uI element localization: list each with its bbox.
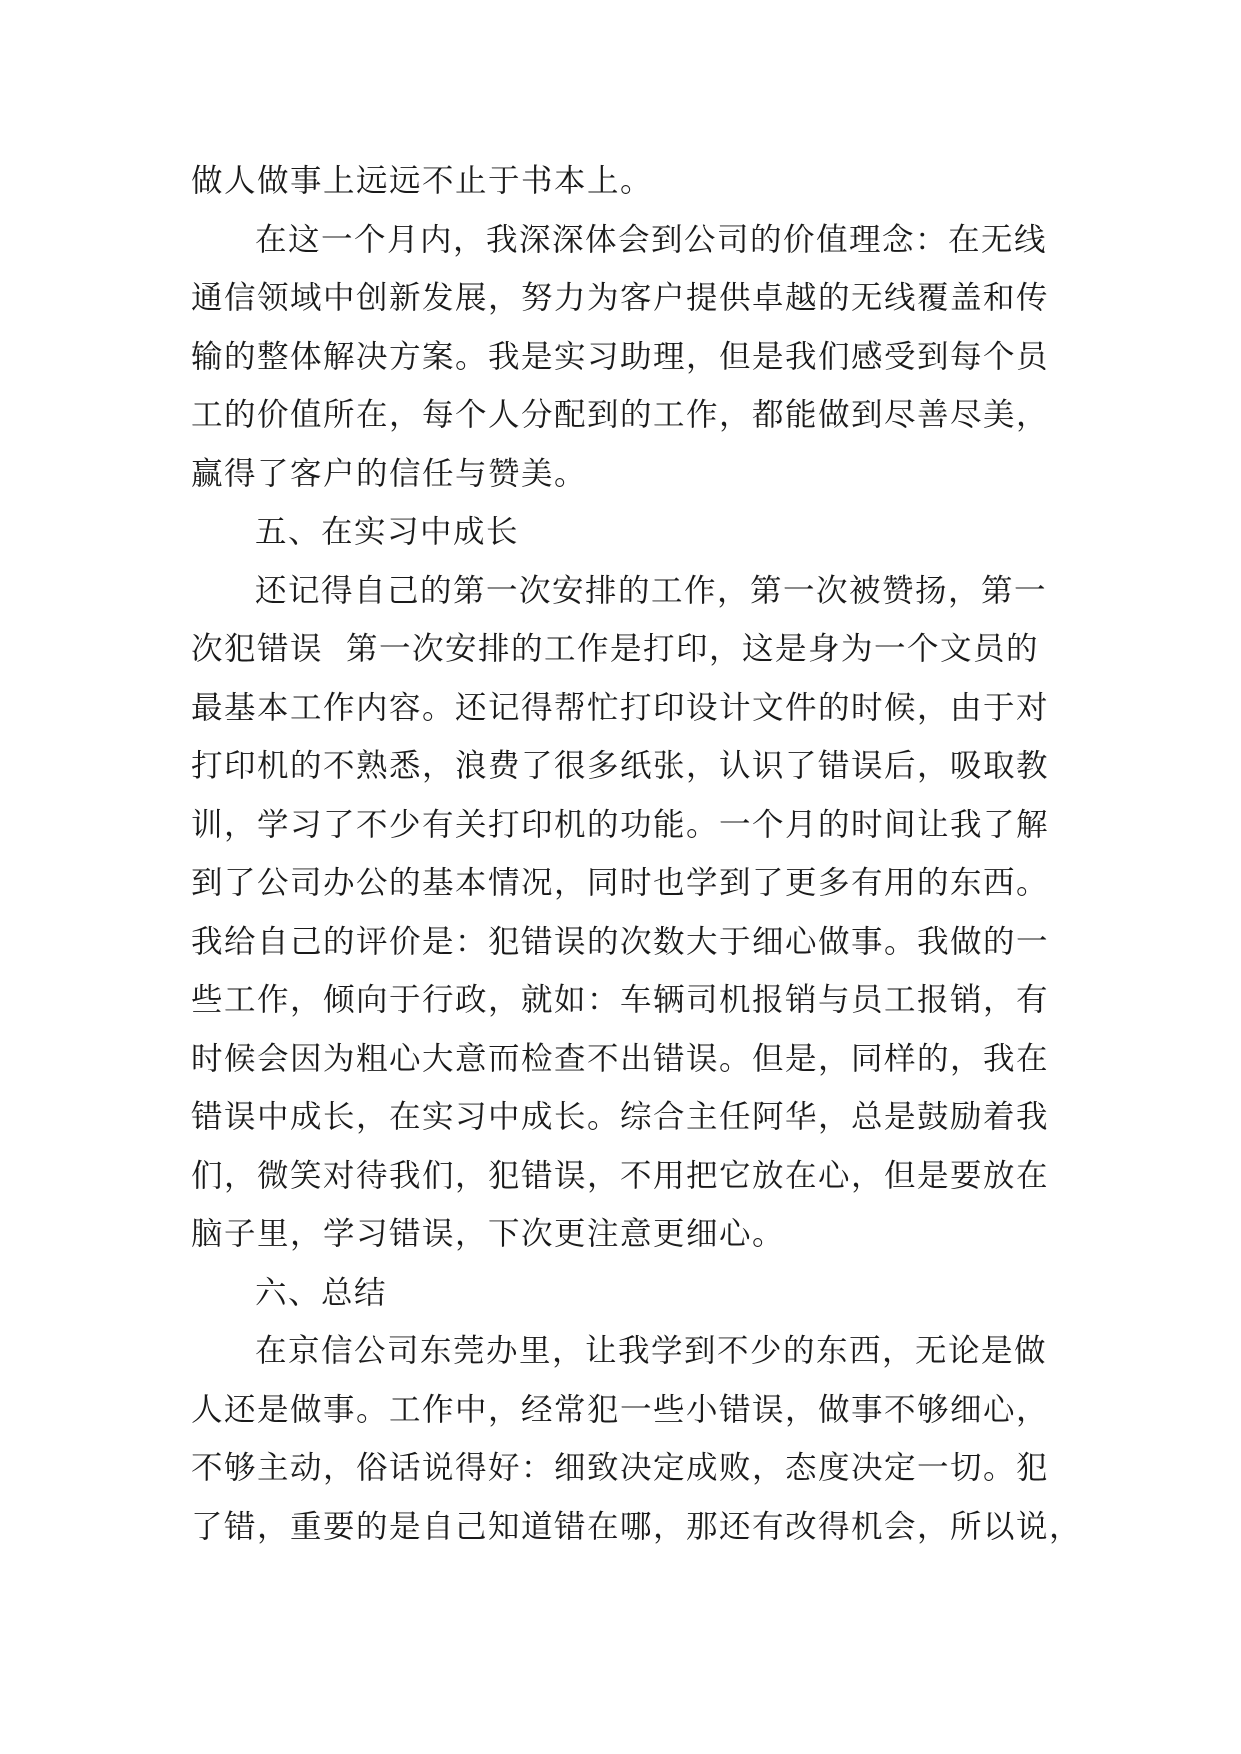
text-line: 打印机的不熟悉，浪费了很多纸张，认识了错误后，吸取教: [191, 748, 1050, 784]
text-line: 次犯错误 第一次安排的工作是打印，这是身为一个文员的: [191, 631, 1040, 667]
text-line: 不够主动，俗话说得好：细致决定成败，态度决定一切。犯: [191, 1450, 1050, 1486]
text-line: 做人做事上远远不止于书本上。: [191, 163, 654, 199]
section-heading: 六、总结: [255, 1274, 388, 1311]
text-line: 输的整体解决方案。我是实习助理，但是我们感受到每个员: [191, 338, 1050, 375]
text-line: 脑子里，学习错误，下次更注意更细心。: [191, 1216, 786, 1252]
section-heading: 五、在实习中成长: [255, 514, 520, 550]
text-line: 些工作，倾向于行政，就如：车辆司机报销与员工报销，有: [191, 982, 1050, 1018]
text-line: 通信领域中创新发展，努力为客户提供卓越的无线覆盖和传: [191, 280, 1050, 316]
text-line: 工的价值所在，每个人分配到的工作，都能做到尽善尽美，: [191, 397, 1050, 433]
paragraph-start-line: 在这一个月内，我深深体会到公司的价值理念：在无线: [255, 221, 1048, 258]
text-line: 错误中成长，在实习中成长。综合主任阿华，总是鼓励着我: [191, 1099, 1050, 1135]
paragraph-start-line: 在京信公司东莞办里，让我学到不少的东西，无论是做: [255, 1333, 1048, 1369]
text-line: 时候会因为粗心大意而检查不出错误。但是，同样的，我在: [191, 1040, 1050, 1077]
text-line: 训，学习了不少有关打印机的功能。一个月的时间让我了解: [191, 806, 1050, 843]
text-line: 赢得了客户的信任与赞美。: [191, 455, 588, 492]
text-line: 了错，重要的是自己知道错在哪，那还有改得机会，所以说，: [191, 1508, 1083, 1545]
text-line: 们，微笑对待我们，犯错误，不用把它放在心，但是要放在: [191, 1157, 1050, 1194]
paragraph-start-line: 还记得自己的第一次安排的工作，第一次被赞扬，第一: [255, 572, 1048, 609]
text-line: 我给自己的评价是：犯错误的次数大于细心做事。我做的一: [191, 923, 1050, 960]
text-line: 人还是做事。工作中，经常犯一些小错误，做事不够细心，: [191, 1391, 1050, 1428]
text-line: 最基本工作内容。还记得帮忙打印设计文件的时候，由于对: [191, 689, 1050, 726]
document-body: [191, 152, 1083, 1556]
text-line: 到了公司办公的基本情况，同时也学到了更多有用的东西。: [191, 865, 1050, 901]
